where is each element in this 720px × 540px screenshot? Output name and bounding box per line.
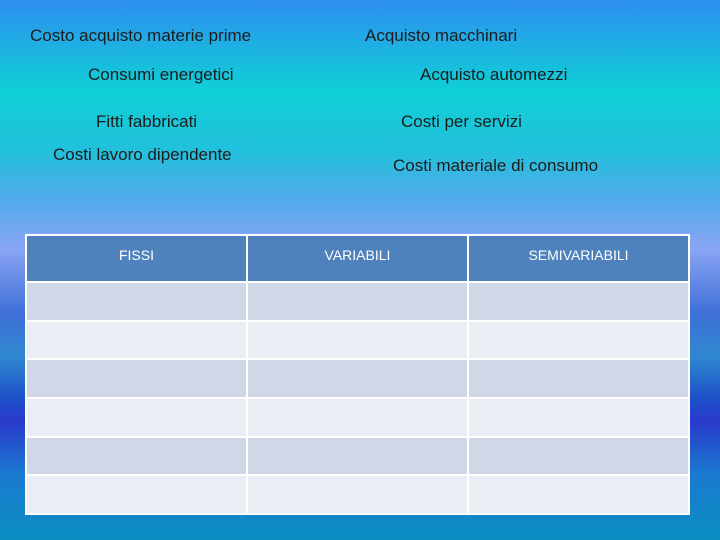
- table-row: [26, 437, 689, 476]
- header-variabili: VARIABILI: [247, 235, 468, 282]
- header-semivariabili: SEMIVARIABILI: [468, 235, 689, 282]
- table-row: [26, 359, 689, 398]
- table-cell: [247, 321, 468, 360]
- table-cell: [26, 282, 247, 321]
- table-cell: [247, 282, 468, 321]
- table-cell: [468, 475, 689, 514]
- table-cell: [247, 475, 468, 514]
- table-cell: [468, 321, 689, 360]
- label-fitti-fabbricati: Fitti fabbricati: [96, 112, 198, 131]
- label-costi-per-servizi: Costi per servizi: [401, 112, 522, 131]
- table-row: [26, 321, 689, 360]
- label-costi-lavoro-dipendente: Costi lavoro dipendente: [53, 145, 232, 164]
- label-acquisto-automezzi: Acquisto automezzi: [420, 65, 568, 84]
- label-costo-acquisto-materie-prime: Costo acquisto materie prime: [30, 26, 252, 45]
- table-cell: [26, 475, 247, 514]
- table-row: [26, 398, 689, 437]
- table-cell: [26, 437, 247, 476]
- label-consumi-energetici: Consumi energetici: [88, 65, 234, 84]
- table-cell: [468, 282, 689, 321]
- classification-table: [25, 234, 690, 515]
- table-row: [26, 475, 689, 514]
- table-cell: [247, 398, 468, 437]
- header-fissi: FISSI: [26, 235, 247, 282]
- table-cell: [26, 359, 247, 398]
- table-header-row: [26, 235, 689, 282]
- table-cell: [468, 398, 689, 437]
- table-cell: [247, 437, 468, 476]
- table-row: [26, 282, 689, 321]
- table-cell: [468, 437, 689, 476]
- table-cell: [26, 321, 247, 360]
- table-cell: [468, 359, 689, 398]
- label-acquisto-macchinari: Acquisto macchinari: [365, 26, 518, 45]
- label-costi-materiale-di-consumo: Costi materiale di consumo: [393, 156, 599, 175]
- table-cell: [247, 359, 468, 398]
- table-cell: [26, 398, 247, 437]
